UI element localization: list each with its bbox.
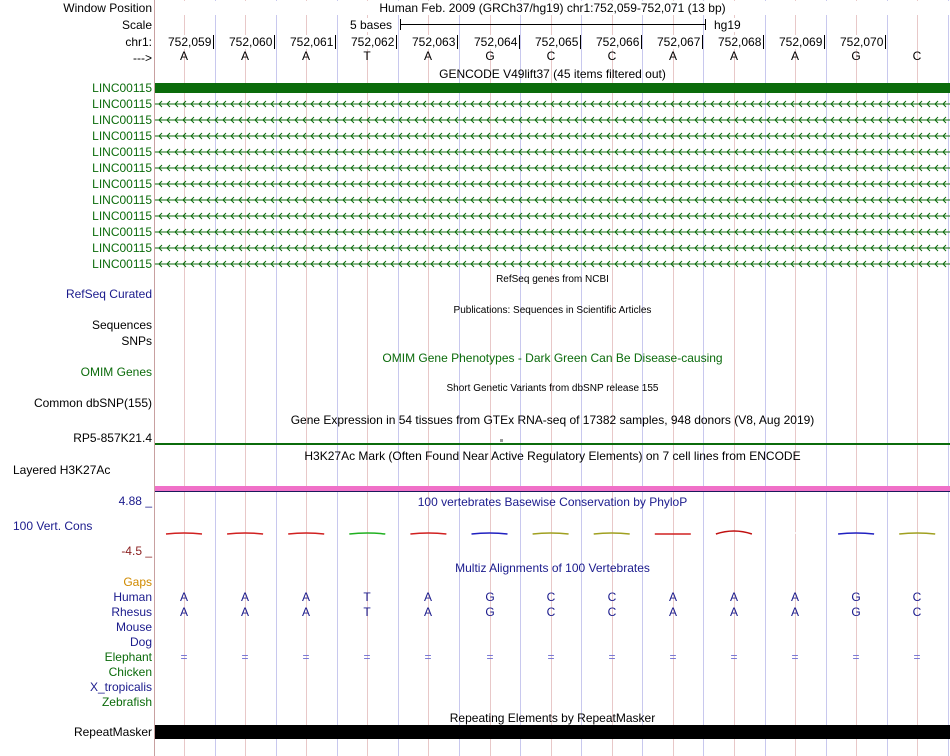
- alignment-base: A: [423, 605, 432, 619]
- phylop-track-label[interactable]: 100 Vert. Cons: [13, 519, 93, 533]
- gencode-gene-models[interactable]: [155, 81, 950, 271]
- gencode-transcript-label[interactable]: LINC00115: [92, 209, 152, 223]
- gencode-intron-line: [155, 117, 950, 123]
- ruler-position: 752,069: [779, 35, 825, 49]
- species-label[interactable]: Chicken: [108, 665, 152, 679]
- base-letter: A: [790, 49, 799, 63]
- h3k27ac-baseline: [155, 491, 950, 492]
- alignment-base: A: [790, 605, 799, 619]
- alignment-base: =: [669, 650, 677, 664]
- refseq-track-label[interactable]: RefSeq Curated: [65, 287, 152, 301]
- base-letter: A: [301, 49, 310, 63]
- gencode-intron-line: [155, 213, 950, 219]
- ruler-position: 752,062: [351, 35, 397, 49]
- species-label[interactable]: Dog: [129, 635, 152, 649]
- multiz-track-title: Multiz Alignments of 100 Vertebrates: [455, 561, 650, 575]
- phylop-score-mark: [227, 533, 263, 534]
- h3k27ac-track-label[interactable]: Layered H3K27Ac: [13, 463, 111, 477]
- gencode-intron-line: [155, 181, 950, 187]
- phylop-min-label: -4.5 _: [121, 544, 152, 558]
- phylop-score-mark: [349, 533, 385, 534]
- dbsnp-track-label[interactable]: Common dbSNP(155): [33, 396, 152, 410]
- alignment-base: A: [668, 605, 677, 619]
- window-position-label: Window Position: [63, 1, 152, 15]
- alignment-base: =: [363, 650, 371, 664]
- alignment-base: =: [913, 650, 921, 664]
- ruler-position: 752,066: [596, 35, 642, 49]
- alignment-base: =: [302, 650, 310, 664]
- gencode-intron-line: [155, 229, 950, 235]
- base-letter: A: [179, 49, 188, 63]
- gencode-intron-line: [155, 245, 950, 251]
- gtex-track-label[interactable]: RP5-857K21.4: [73, 431, 152, 445]
- alignment-base: C: [607, 590, 617, 604]
- alignment-base: A: [240, 590, 249, 604]
- gtex-expression-bar[interactable]: [155, 443, 950, 445]
- alignment-base: A: [729, 605, 738, 619]
- alignment-base: T: [363, 605, 371, 619]
- alignment-base: =: [486, 650, 494, 664]
- snps-track-label[interactable]: SNPs: [121, 334, 152, 348]
- alignment-base: =: [241, 650, 249, 664]
- alignment-base: =: [608, 650, 616, 664]
- phylop-score-mark: [288, 533, 324, 534]
- alignment-base: =: [547, 650, 555, 664]
- gencode-intron-line: [155, 101, 950, 107]
- gencode-transcript-label[interactable]: LINC00115: [92, 193, 152, 207]
- repeatmasker-track-label[interactable]: RepeatMasker: [73, 725, 152, 739]
- omim-track-title: OMIM Gene Phenotypes - Dark Green Can Be Disease-causing: [382, 351, 723, 365]
- species-label[interactable]: Zebrafish: [101, 695, 152, 709]
- base-letter: G: [485, 49, 495, 63]
- species-label[interactable]: Elephant: [104, 650, 152, 664]
- refseq-track-title: RefSeq genes from NCBI: [496, 274, 609, 285]
- alignment-base: G: [485, 605, 495, 619]
- ruler-position: 752,068: [718, 35, 764, 49]
- gencode-transcript-label[interactable]: LINC00115: [92, 129, 152, 143]
- ruler-position: 752,067: [657, 35, 703, 49]
- chr-label: chr1:: [125, 35, 152, 49]
- strand-arrow-label: --->: [133, 51, 152, 65]
- alignment-base: C: [546, 605, 556, 619]
- alignment-base: C: [912, 590, 922, 604]
- gencode-transcript-label[interactable]: LINC00115: [92, 241, 152, 255]
- repeatmasker-track-title: Repeating Elements by RepeatMasker: [449, 711, 656, 725]
- alignment-base: A: [301, 605, 310, 619]
- publications-track-title: Publications: Sequences in Scientific Articles: [453, 305, 652, 316]
- gencode-transcript-label[interactable]: LINC00115: [92, 225, 152, 239]
- ruler-position: 752,065: [535, 35, 581, 49]
- ruler-position: 752,061: [290, 35, 336, 49]
- alignment-base: A: [790, 590, 799, 604]
- phylop-score-mark: [472, 533, 508, 534]
- phylop-score-mark: [777, 533, 813, 534]
- scale-bar-left-tick: [400, 19, 401, 30]
- gencode-transcript-label[interactable]: LINC00115: [92, 161, 152, 175]
- phylop-track-title: 100 vertebrates Basewise Conservation by PhyloP: [417, 495, 688, 509]
- phylop-score-mark: [410, 533, 446, 534]
- alignment-base: A: [301, 590, 310, 604]
- gencode-intron-line: [155, 197, 950, 203]
- phylop-max-label: 4.88 _: [118, 494, 152, 508]
- ruler-position: 752,070: [840, 35, 886, 49]
- gencode-transcript-label[interactable]: LINC00115: [92, 145, 152, 159]
- alignment-base: =: [180, 650, 188, 664]
- phylop-score-mark: [899, 533, 935, 534]
- gtex-marker: [500, 439, 503, 442]
- omim-track-label[interactable]: OMIM Genes: [80, 365, 152, 379]
- gencode-intron-line: [155, 133, 950, 139]
- gencode-transcript-label[interactable]: LINC00115: [92, 113, 152, 127]
- gencode-transcript-label[interactable]: LINC00115: [92, 97, 152, 111]
- phylop-score-mark: [594, 533, 630, 534]
- alignment-base: =: [424, 650, 432, 664]
- alignment-base: C: [607, 605, 617, 619]
- alignment-base: T: [363, 590, 371, 604]
- alignment-base: A: [423, 590, 432, 604]
- species-label[interactable]: X_tropicalis: [89, 680, 152, 694]
- phylop-score-mark: [533, 533, 569, 534]
- base-letter: A: [423, 49, 432, 63]
- alignment-base: A: [240, 605, 249, 619]
- alignment-base: G: [485, 590, 495, 604]
- gencode-exon-block: [155, 83, 950, 93]
- alignment-base: A: [179, 590, 188, 604]
- base-letter: C: [912, 49, 922, 63]
- phylop-score-mark: [838, 533, 874, 534]
- alignment-base: C: [546, 590, 556, 604]
- base-letter: C: [607, 49, 617, 63]
- gencode-transcript-label[interactable]: LINC00115: [92, 177, 152, 191]
- base-letter: A: [729, 49, 738, 63]
- sequences-track-label[interactable]: Sequences: [91, 318, 152, 332]
- phylop-score-mark: [716, 531, 752, 534]
- gaps-label[interactable]: Gaps: [123, 575, 152, 589]
- species-label[interactable]: Mouse: [115, 620, 152, 634]
- base-letter: T: [363, 49, 371, 63]
- ruler-position: 752,063: [412, 35, 458, 49]
- base-letter: A: [668, 49, 677, 63]
- gencode-transcript-label[interactable]: LINC00115: [92, 81, 152, 95]
- base-letter: C: [546, 49, 556, 63]
- species-label[interactable]: Rhesus: [111, 605, 152, 619]
- genome-browser-image[interactable]: [155, 0, 950, 756]
- track-label-panel: [0, 0, 154, 756]
- scale-bases-text: 5 bases: [350, 18, 395, 32]
- gencode-track-title: GENCODE V49lift37 (45 items filtered out): [439, 67, 666, 81]
- assembly-db-text: hg19: [714, 18, 741, 32]
- species-label[interactable]: Human: [113, 590, 152, 604]
- alignment-base: =: [852, 650, 860, 664]
- dbsnp-track-title: Short Genetic Variants from dbSNP release 155: [446, 383, 659, 394]
- h3k27ac-track-title: H3K27Ac Mark (Often Found Near Active Regulatory Elements) on 7 cell lines from ENCODE: [304, 449, 801, 463]
- scale-label: Scale: [121, 18, 152, 32]
- scale-bar-right-tick: [705, 19, 706, 30]
- scale-bar: [400, 24, 705, 25]
- base-letter: G: [851, 49, 861, 63]
- alignment-base: =: [791, 650, 799, 664]
- ruler-position: 752,064: [474, 35, 520, 49]
- ruler-position: 752,059: [168, 35, 214, 49]
- base-letter: A: [240, 49, 249, 63]
- alignment-base: C: [912, 605, 922, 619]
- gencode-intron-line: [155, 165, 950, 171]
- gencode-transcript-label[interactable]: LINC00115: [92, 257, 152, 271]
- phylop-score-mark: [166, 533, 202, 534]
- alignment-base: A: [179, 605, 188, 619]
- gtex-track-title: Gene Expression in 54 tissues from GTEx RNA-seq of 17382 samples, 948 donors (V8, Aug 2019): [290, 413, 815, 427]
- ruler-position: 752,060: [229, 35, 275, 49]
- assembly-position-title: Human Feb. 2009 (GRCh37/hg19) chr1:752,059-752,071 (13 bp): [155, 1, 950, 15]
- phylop-conservation-plot[interactable]: [155, 522, 950, 552]
- alignment-base: =: [730, 650, 738, 664]
- alignment-base: G: [851, 605, 861, 619]
- alignment-base: A: [668, 590, 677, 604]
- gencode-intron-line: [155, 261, 950, 267]
- alignment-base: G: [851, 590, 861, 604]
- alignment-base: A: [729, 590, 738, 604]
- repeatmasker-element[interactable]: [155, 725, 950, 739]
- gencode-intron-line: [155, 149, 950, 155]
